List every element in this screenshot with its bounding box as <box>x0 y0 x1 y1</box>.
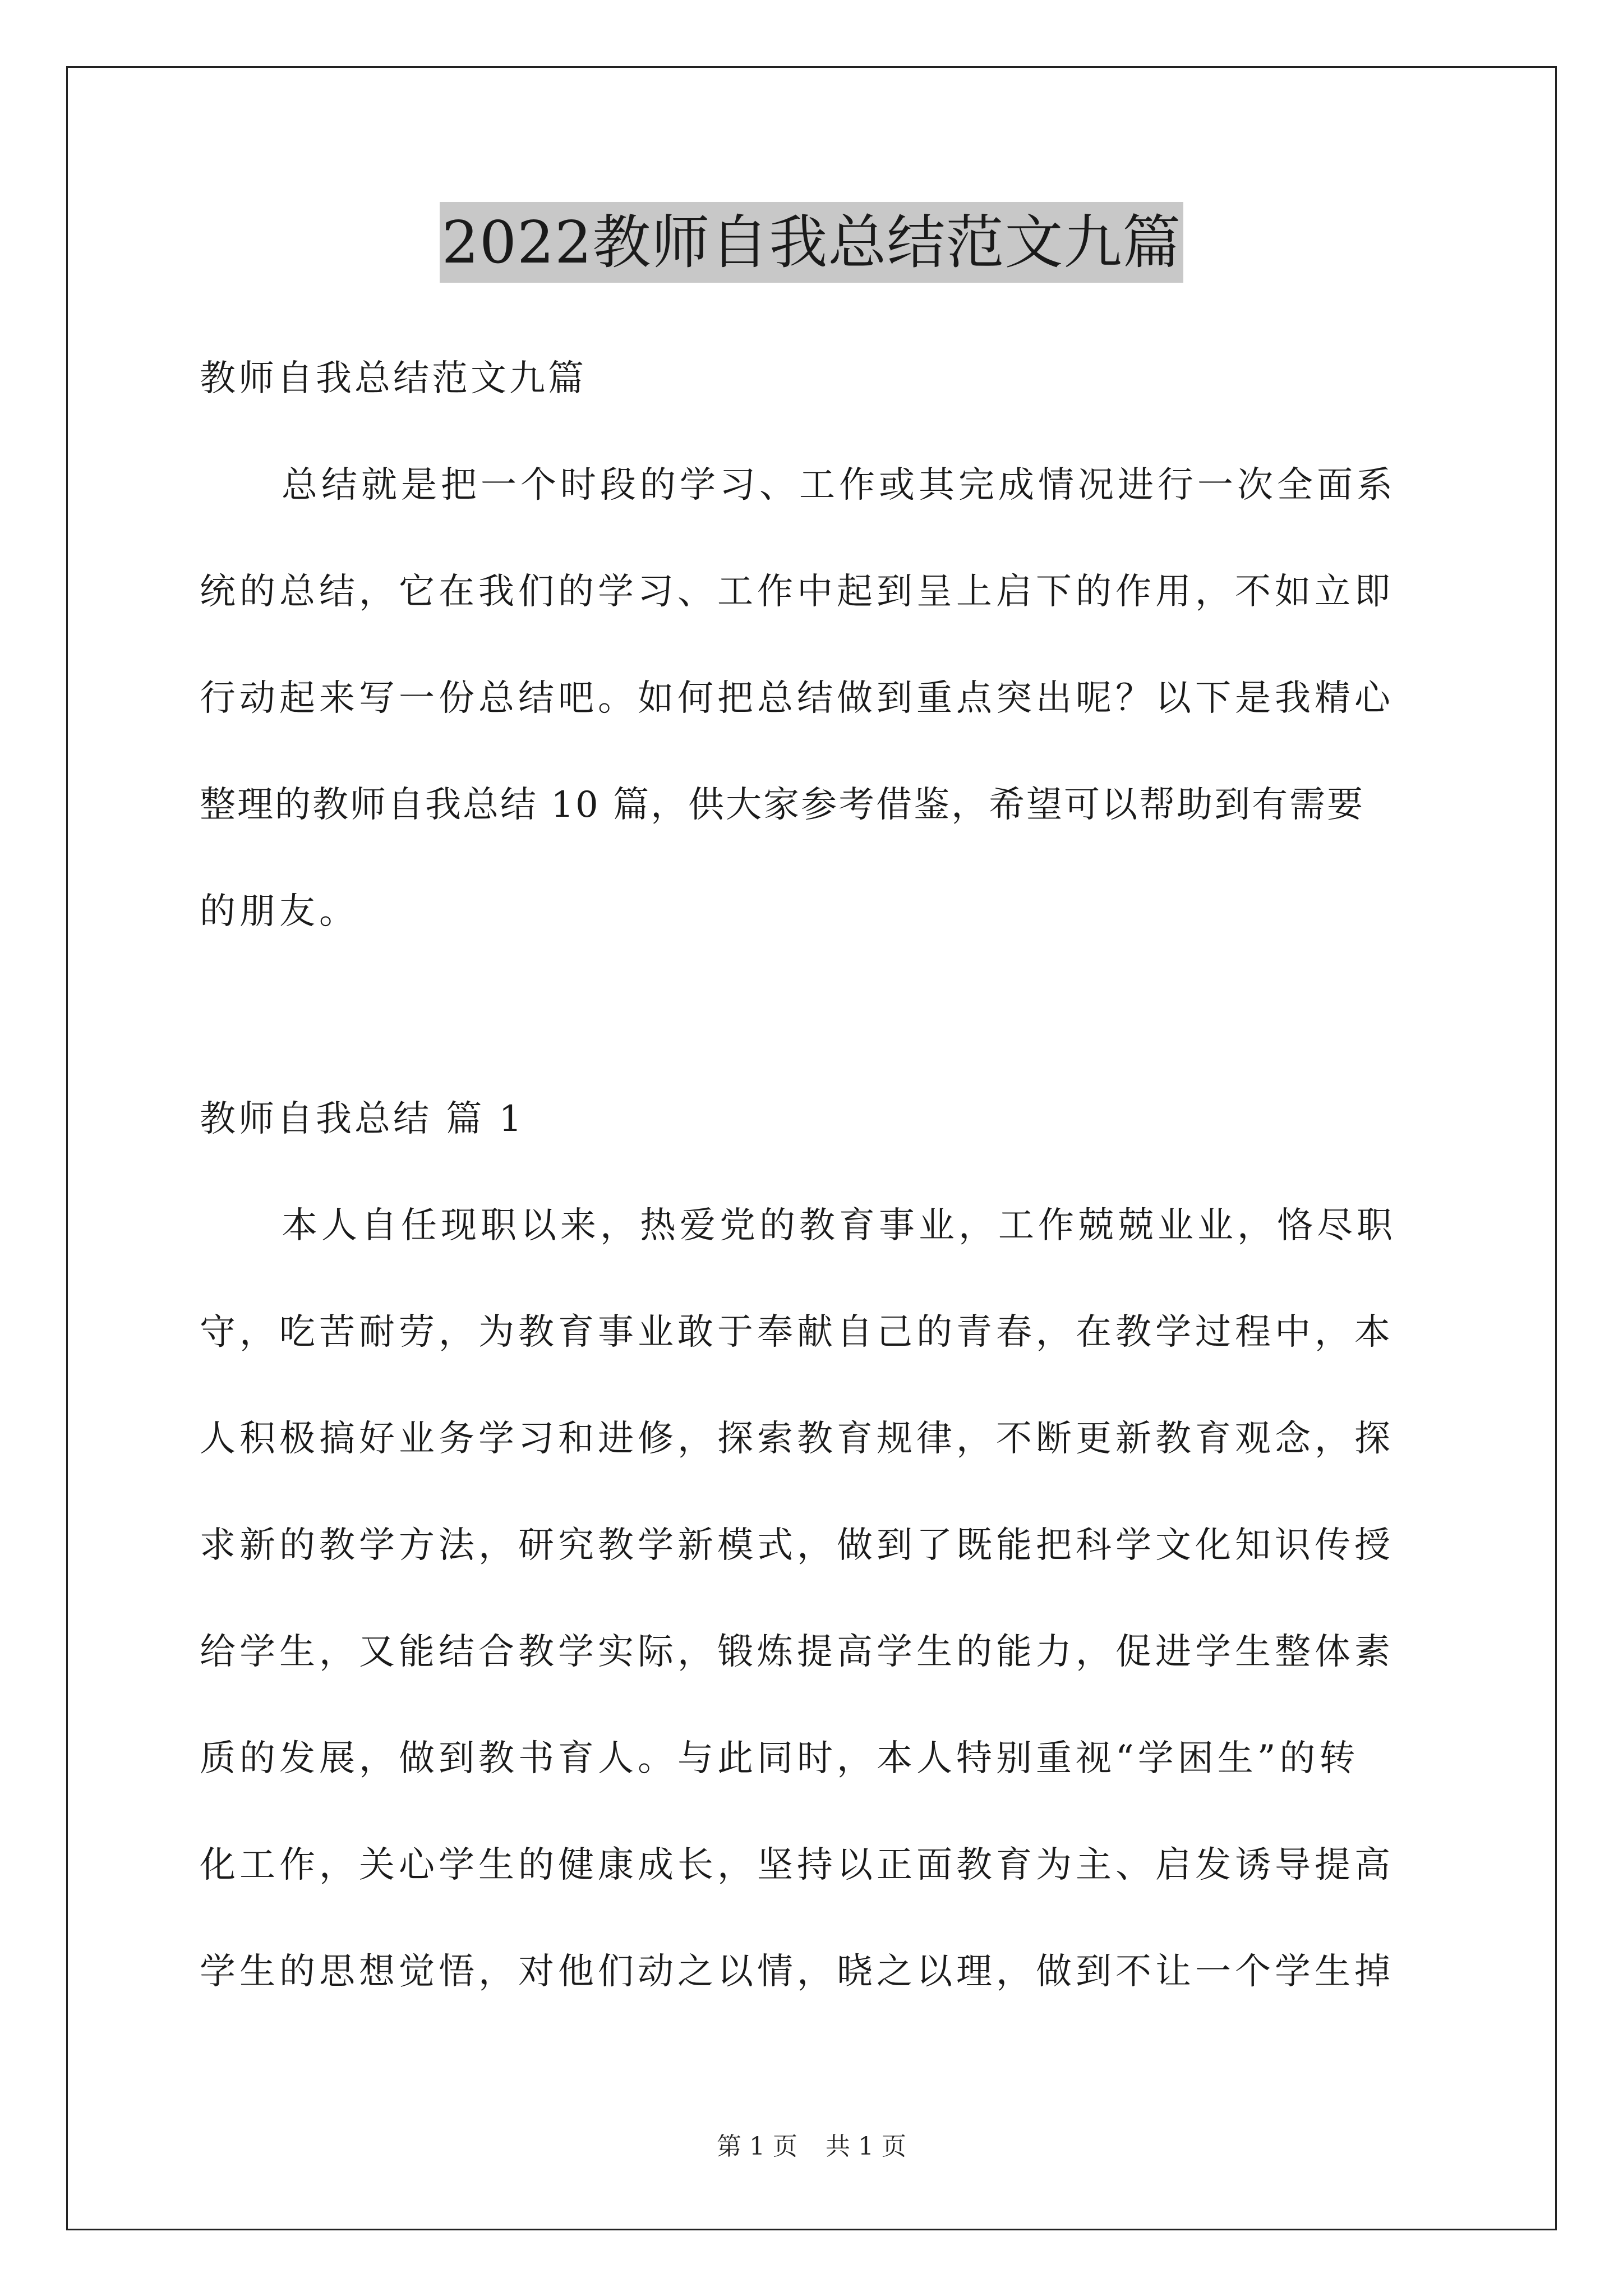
intro-line-2: 统的总结，它在我们的学习、工作中起到呈上启下的作用，不如立即 <box>200 571 1394 613</box>
section1-line-3: 人积极搞好业务学习和进修，探索教育规律，不断更新教育观念，探 <box>200 1418 1394 1460</box>
intro-line-3: 行动起来写一份总结吧。如何把总结做到重点突出呢？以下是我精心 <box>200 678 1394 719</box>
section1-line-4: 求新的教学方法，研究教学新模式，做到了既能把科学文化知识传授 <box>200 1525 1394 1566</box>
title-container <box>0 202 1623 283</box>
section1-line-7: 化工作，关心学生的健康成长，坚持以正面教育为主、启发诱导提高 <box>200 1844 1394 1886</box>
section1-line-2: 守，吃苦耐劳，为教育事业敢于奉献自己的青春，在教学过程中，本 <box>200 1312 1394 1353</box>
page-total: 共 1 页 <box>826 2132 906 2161</box>
section1-line-1: 本人自任现职以来，热爱党的教育事业，工作兢兢业业，恪尽职 <box>282 1205 1396 1246</box>
section1-line-5: 给学生，又能结合教学实际，锻炼提高学生的能力，促进学生整体素 <box>200 1631 1394 1673</box>
intro-line-1: 总结就是把一个时段的学习、工作或其完成情况进行一次全面系 <box>282 464 1396 506</box>
section1-line-8: 学生的思想觉悟，对他们动之以情，晓之以理，做到不让一个学生掉 <box>200 1951 1394 1993</box>
page-footer <box>0 2126 1623 2162</box>
page-number: 第 1 页 <box>717 2132 797 2161</box>
section1-heading: 教师自我总结 篇 1 <box>200 1098 525 1140</box>
section1-line-6: 质的发展，做到教书育人。与此同时，本人特别重视“学困生”的转 <box>200 1738 1359 1779</box>
document-subtitle: 教师自我总结范文九篇 <box>200 358 587 399</box>
intro-line-4: 整理的教师自我总结 10 篇，供大家参考借鉴，希望可以帮助到有需要 <box>200 784 1365 826</box>
intro-line-5: 的朋友。 <box>200 891 359 932</box>
document-title: 2022教师自我总结范文九篇 <box>440 202 1184 283</box>
